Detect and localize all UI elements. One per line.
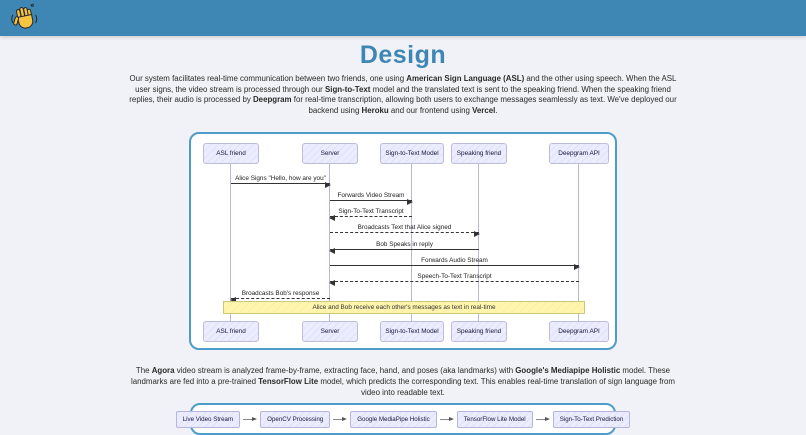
message-line <box>330 232 479 233</box>
lifeline <box>578 164 579 321</box>
seq-message <box>330 269 579 282</box>
flow-arrow-icon <box>440 417 454 421</box>
flow-arrow-icon <box>243 417 257 421</box>
seq-message <box>330 220 479 233</box>
arrow-head-icon <box>325 182 331 188</box>
pipeline-paragraph: The Agora video stream is analyzed frame-by-frame, extracting face, hand, and poses (aka landmarks) with Google's Mediapipe Holistic model. These landmarks are fed into a pre-trained TensorFlow Lite model, which predicts the corresponding text. This enables real-time translation of sign language from video into readable text. <box>131 366 675 397</box>
waving-hand-icon <box>9 3 39 33</box>
message-label: Broadcasts Bob's response <box>241 290 320 298</box>
arrow-head-icon <box>329 280 335 286</box>
message-line <box>330 216 412 217</box>
seq-message <box>330 237 479 250</box>
message-label: Sign-To-Text Transcript <box>338 208 404 216</box>
message-label: Speech-To-Text Transcript <box>417 273 492 281</box>
actor-box-asl-friend: ASL friend <box>203 143 259 164</box>
sequence-diagram-card <box>189 132 617 350</box>
message-label: Broadcasts Text that Alice signed <box>357 224 452 232</box>
flow-node-google-mediapipe-holistic: Google MediaPipe Holistic <box>350 411 437 428</box>
flow-node-tensorflow-lite-model: TensorFlow Lite Model <box>457 411 533 428</box>
message-line <box>330 281 579 282</box>
flow-node-live-video-stream: Live Video Stream <box>176 411 240 428</box>
page-title: Design <box>359 41 447 69</box>
actor-box-speaking-friend: Speaking friend <box>451 321 507 342</box>
actor-box-asl-friend: ASL friend <box>203 321 259 342</box>
actor-box-speaking-friend: Speaking friend <box>451 143 507 164</box>
actor-box-sign-to-text-model: Sign-to-Text Model <box>380 143 444 164</box>
actor-box-sign-to-text-model: Sign-to-Text Model <box>380 321 444 342</box>
seq-message <box>330 188 412 201</box>
message-line <box>330 249 479 250</box>
actor-box-server: Server <box>302 321 358 342</box>
seq-message <box>231 171 330 184</box>
message-line <box>231 298 330 299</box>
message-label: Forwards Video Stream <box>337 192 405 200</box>
flow-node-sign-to-text-prediction: Sign-To-Text Prediction <box>553 411 631 428</box>
actor-box-deepgram-api: Deepgram API <box>549 143 609 164</box>
seq-message <box>330 253 579 266</box>
sequence-note: Alice and Bob receive each other's messages as text in real-time <box>223 301 585 314</box>
navbar <box>0 0 806 36</box>
seq-message <box>330 204 412 217</box>
actor-box-deepgram-api: Deepgram API <box>549 321 609 342</box>
message-line <box>330 265 579 266</box>
flow-arrow-icon <box>536 417 550 421</box>
seq-message <box>231 286 330 299</box>
message-line <box>231 183 330 184</box>
logo-link[interactable] <box>9 3 39 33</box>
intro-paragraph: Our system facilitates real-time communication between two friends, one using American Sign Language (ASL) and the other using speech. When the ASL user signs, the video stream is processed through our Sign-to-Text model and the translated text is sent to the speaking friend. When the speaking friend replies, their audio is processed by Deepgram for real-time transcription, allowing both users to exchange messages seamlessly as text. We've deployed our backend using Heroku and our frontend using Vercel. <box>129 74 677 115</box>
flow-arrow-icon <box>333 417 347 421</box>
message-label: Bob Speaks in reply <box>376 241 433 249</box>
message-label: Forwards Audio Stream <box>421 257 488 265</box>
flowchart-card <box>182 403 624 435</box>
message-label: Alice Signs "Hello, how are you" <box>235 175 326 183</box>
flow-node-opencv-processing: OpenCV Processing <box>260 411 330 428</box>
message-line <box>330 200 412 201</box>
actor-box-server: Server <box>302 143 358 164</box>
arrow-head-icon <box>474 231 480 237</box>
